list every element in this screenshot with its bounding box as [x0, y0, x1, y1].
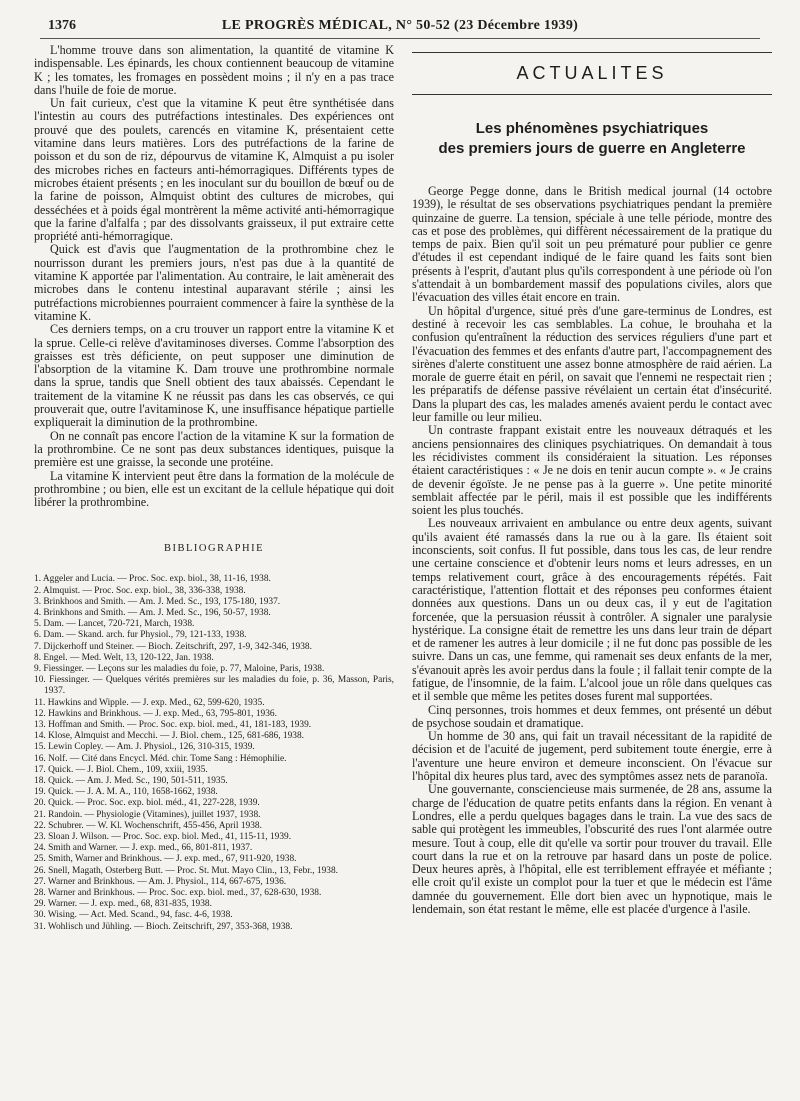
paragraph: George Pegge donne, dans le British medical journal (14 octobre 1939), le résultat de ses observations psychiatriques pendant la première quinzaine de guerre. La tension, spéciale à une telle période, montre des cas et pose des problèmes, qui diffèrent nécessairement de la pratique du temps de paix. Bien qu'il soit un peu prématuré pour publier ce genre d'études il est cependant indiqué de le faire quand les faits sont bien présents à l'esprit, d'autant plus qu'ils correspondent à une période où l'on s'attendait à un bombardement massif des populations civiles, alors que l'évacuation des villes était encore en train. — [412, 184, 772, 305]
bibliography-entry: 9. Fiessinger. — Leçons sur les maladies du foie, p. 77, Maloine, Paris, 1938. — [34, 664, 325, 675]
article-title — [412, 119, 772, 159]
paragraph: Un hôpital d'urgence, situé près d'une gare-terminus de Londres, est destiné à recevoir les cas semblables. La cohue, le brouhaha et la confusion qu'entraînent la réduction des services réguliers d'une part et l'évacuation des femmes et des enfants d'autre part, l'accompagnement des sirènes d'alerte constituent une assez bonne atmosphère de raid aérien. La morale de guerre était en péril, on savait que l'ennemi ne respectait rien ; les préparatifs de défense passive révélaient un certain état d'insécurité. Dans la plupart des cas, les malades amenés avaient perdu le contact avec leur famille ou leur milieu. — [412, 303, 772, 425]
left-column — [34, 44, 394, 933]
paragraph: Les nouveaux arrivaient en ambulance ou entre deux agents, suivant qu'ils avaient été ramassés dans la rue ou à la gare. Ils étaient soit inconscients, soit confus. Il fut possible, dans tous les cas, de leur rendre une certaine conscience et d'obtenir leurs noms et leurs adresses, en un temps relativement court, grâce à des encouragements répétés. Fait caractéristique, l'attention flottait et des réponses peu conformes étaient données aux questions. Dans un ou deux cas, il y eut de l'agitation forcenée, que la persuasion réussit à contrôler. A signaler une paralysie hystérique. La consigne était de remettre les uns dans leur train de départ et de ramener les autres à leur domicile ; il ne fut donc pas possible de les suivre. Dans un cas, une femme, qui ramenait ses deux enfants de la mer, s'évanouit après les avoir perdus dans la foule ; il fallait tenir compte de la fatigue, de l'insomnie, de la faim. L'alcool joue un rôle dans quelques cas et il semble que même les petites doses furent mal supportées. — [412, 516, 772, 704]
bibliography-entry: 26. Snell, Magath, Osterberg Butt. — Proc. St. Mut. Mayo Clin., 13, Febr., 1938. — [34, 865, 338, 876]
section-rule-bottom — [412, 94, 772, 95]
bibliography-entry: 19. Quick. — J. A. M. A., 110, 1658-1662, 1938. — [34, 787, 218, 798]
page-header — [40, 14, 760, 39]
bibliography-entry: 8. Engel. — Med. Welt, 13, 120-122, Jan. 1938. — [34, 652, 214, 663]
paragraph: Une gouvernante, consciencieuse mais surmenée, de 28 ans, assume la charge de l'éducation de quatre petits enfants dans la région. En venant à Londres, elle a perdu quelques bagages dans le train. La vue des sacs de sable qui protègent les immeubles, l'obscurité des rues l'ont alarmée outre mesure. Tout à coup, elle dit qu'elle va sortir pour trouver du travail. Elle court dans la rue et on la retrouve par hasard dans un poste de police. Deux heures après, à l'hôpital, elle est terriblement effrayée et méfiante ; elle croit qu'il existe un complot pour la tuer et que le médecin est l'âme damnée du gouvernement. Elle dort bien avec un hypnotique, mais le lendemain, son état restant le même, elle est placée d'urgence à l'asile. — [412, 782, 772, 917]
bibliography-entry: 1. Aggeler and Lucia. — Proc. Soc. exp. biol., 38, 11-16, 1938. — [34, 574, 271, 585]
paragraph: Cinq personnes, trois hommes et deux femmes, ont présenté un début de psychose soudain et dramatique. — [412, 702, 772, 730]
bibliography-entry: 30. Wising. — Act. Med. Scand., 94, fasc. 4-6, 1938. — [34, 910, 233, 921]
bibliography-entry: 13. Hoffman and Smith. — Proc. Soc. exp. biol. med., 41, 181-183, 1939. — [34, 720, 312, 731]
bibliography-entry: 17. Quick. — J. Biol. Chem., 109, xxiii, 1935. — [34, 764, 208, 775]
running-head: LE PROGRÈS MÉDICAL, N° 50-52 (23 Décembre 1939) — [221, 18, 579, 33]
bibliography-entry: 29. Warner. — J. exp. med., 68, 831-835, 1938. — [34, 899, 212, 910]
paragraph: On ne connaît pas encore l'action de la vitamine K sur la formation de la prothrombine. Ce ne sont pas deux substances identiques, puisque la première est une graisse, la seconde une protéine. — [34, 428, 394, 470]
article-title-line-2: des premiers jours de guerre en Angleterre — [438, 140, 746, 157]
bibliography-entry: 14. Klose, Almquist and Mecchi. — J. Biol. chem., 125, 681-686, 1938. — [34, 731, 305, 742]
bibliography-entry: 28. Warner and Brinkhous. — Proc. Soc. exp. biol. med., 37, 628-630, 1938. — [34, 888, 322, 899]
article-title-line-1: Les phénomènes psychiatriques — [475, 120, 709, 137]
bibliography-entry: 23. Sloan J. Wilson. — Proc. Soc. exp. biol. Med., 41, 115-11, 1939. — [34, 832, 292, 843]
paragraph: La vitamine K intervient peut être dans la formation de la molécule de prothrombine ; ou bien, elle est un excitant de la cellule hépatique qui doit libérer la prothrombine. — [34, 468, 394, 510]
bibliography-entry: 11. Hawkins and Wipple. — J. exp. Med., 62, 599-620, 1935. — [34, 697, 265, 708]
bibliography-entry: 3. Brinkhoos and Smith. — Am. J. Med. Sc., 193, 175-180, 1937. — [34, 596, 281, 607]
bibliography-entry: 7. Dijckerhoff und Steiner. — Bioch. Zeitschrift, 297, 1-9, 342-346, 1938. — [34, 641, 312, 652]
paragraph: Un fait curieux, c'est que la vitamine K peut être synthétisée dans l'intestin au cours des putréfactions intestinales. Des expériences ont prouvé que des poulets, carencés en vitamine K, présentaient cette vitamine dans leurs matières. Lors des putréfactions de la farine de poisson et du son de riz, dépourvus de vitamine K, Almquist a pu isoler des microbes riches en facteurs anti-hémorragiques. Différents types de microbes étaient présents ; en les inoculant sur du bouillon de bœuf ou de la farine de poisson, Almquist obtint des cultures de microbes, qui desséchées et à poids égal montrèrent la même activité anti-hémorragique que la farine d'alfalfa ; par des dissolvants graisseux, il put extraire cette propriété anti-hémorragique. — [34, 96, 394, 244]
bibliography-entry: 24. Smith and Warner. — J. exp. med., 66, 801-811, 1937. — [34, 843, 253, 854]
bibliography-entry: 27. Warner and Brinkhous. — Am. J. Physiol., 114, 667-675, 1936. — [34, 876, 287, 887]
paragraph: Ces derniers temps, on a cru trouver un rapport entre la vitamine K et la sprue. Celle-ci relève d'avitaminoses diverses. Comme l'absorption des graisses est très déficiente, on peut supposer une diminution de l'absorption de la vitamine K. Dam trouve une prothrombine normale dans la sprue, tandis que Snell obtient des taux abaissés. Cependant le traitement de la vitamine K ne réussit pas dans les cas observés, ce qui prouverait que, outre l'avitaminose K, une insuffisance hépatique partielle expliquerait la diminution de la prothrombine. — [34, 322, 394, 430]
bibliography-entry: 20. Quick. — Proc. Soc. exp. biol. méd., 41, 227-228, 1939. — [34, 798, 260, 809]
page-number: 1376 — [48, 18, 76, 33]
bibliography-list — [34, 574, 394, 933]
bibliography-entry: 22. Schubrer. — W. Kl. Wochenschrift, 455-456, April 1938. — [34, 820, 262, 831]
bibliography-entry: 2. Almquist. — Proc. Soc. exp. biol., 38, 336-338, 1938. — [34, 585, 246, 596]
paragraph: L'homme trouve dans son alimentation, la quantité de vitamine K indispensable. Les épinards, les choux contiennent beaucoup de vitamine K ; les tomates, les fromages en possèdent moins ; il n'y en a pas trace dans l'huile de foie de morue. — [34, 43, 394, 97]
bibliography-entry: 25. Smith, Warner and Brinkhous. — J. exp. med., 67, 911-920, 1938. — [34, 854, 297, 865]
bibliography-entry: 18. Quick. — Am. J. Med. Sc., 190, 501-511, 1935. — [34, 776, 228, 787]
section-label: ACTUALITES — [516, 63, 668, 83]
bibliography-entry: 5. Dam. — Lancet, 720-721, March, 1938. — [34, 619, 195, 630]
right-column — [412, 44, 772, 916]
bibliography-entry: 10. Fiessinger. — Quelques vérités premières sur les maladies du foie, p. 36, Masson, Paris, 1937. — [34, 675, 394, 697]
bibliography-entry: 4. Brinkhons and Smith. — Am. J. Med. Sc., 196, 50-57, 1938. — [34, 608, 271, 618]
paragraph: Un homme de 30 ans, qui fait un travail nécessitant de la rapidité de décision et de l'acuité de jugement, perd subitement toute énergie, erre à l'aventure une heure environ et demeure inconscient. On l'évacue sur l'hôpital dix heures plus tard, avec des symptômes assez nets de paranoïa. — [412, 729, 772, 784]
bibliography-entry: 16. Nolf. — Cité dans Encycl. Méd. chir. Tome Sang : Hémophilie. — [34, 753, 287, 764]
bibliography-entry: 12. Hawkins and Brinkhous. — J. exp. Med., 63, 795-801, 1936. — [34, 708, 277, 719]
paragraph: Un contraste frappant existait entre les nouveaux détraqués et les anciens pensionnaires des cliniques psychiatriques. On demandait à tous les récidivistes comment ils considéraient la situation. Les réponses étaient caractéristiques : « Je ne dois en tenir aucun compte ». « Je crains de devenir égoïste. Je ne pense pas à la guerre ». Une petite minorité semblait affectée par le péril, mais il est possible que les indifférents soient les plus touchés. — [412, 423, 772, 518]
bibliography-entry: 21. Randoin. — Physiologie (Vitamines), juillet 1937, 1938. — [34, 809, 261, 820]
bibliography-entry: 31. Wohlisch und Jühling. — Bioch. Zeitschrift, 297, 353-368, 1938. — [34, 921, 293, 932]
bibliography-heading: BIBLIOGRAPHIE — [164, 543, 264, 555]
bibliography-entry: 15. Lewin Copley. — Am. J. Physiol., 126, 310-315, 1939. — [34, 742, 255, 753]
bibliography-entry: 6. Dam. — Skand. arch. fur Physiol., 79, 121-133, 1938. — [34, 630, 247, 641]
paragraph: Quick est d'avis que l'augmentation de la prothrombine chez le nourrisson durant les premiers jours, n'est pas due à la quantité de vitamine K apportée par l'alimentation. Au contraire, le lait amènerait des microbes dans le contenu intestinal auparavant stérile ; ainsi les putréfactions microbiennes pourraient commencer à faire la synthèse de la vitamine K. — [34, 242, 394, 323]
